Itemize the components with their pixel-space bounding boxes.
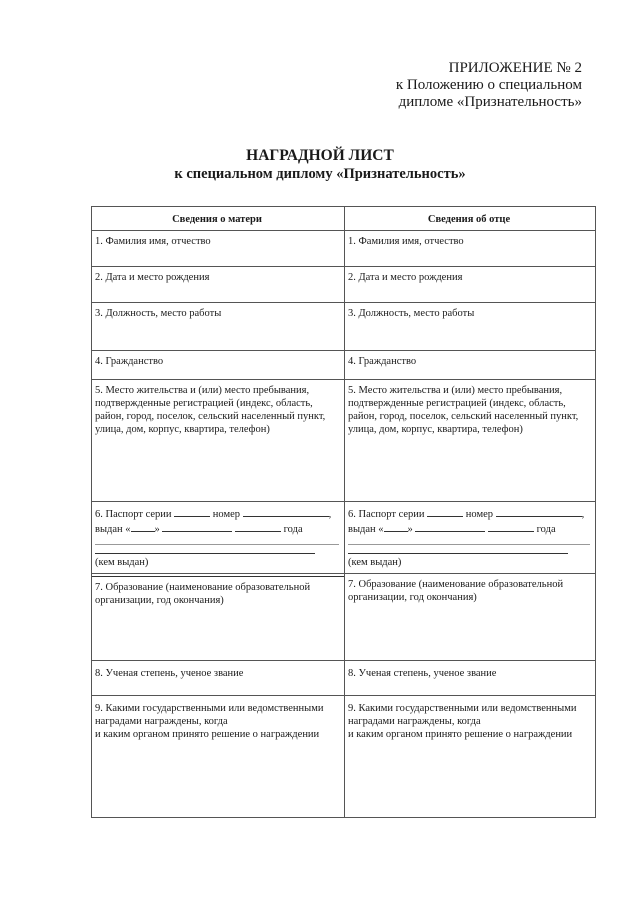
father-awards-field[interactable]: 9. Какими государственными или ведомственными наградами награждены, когда и каким органом принято решение о награждении [348, 703, 577, 740]
mother-degree-field[interactable]: 8. Ученая степень, ученое звание [95, 668, 244, 679]
table-row [92, 302, 595, 351]
father-job-field[interactable]: 3. Должность, место работы [348, 308, 475, 319]
father-issued-by-label: (кем выдан) [348, 557, 402, 568]
father-citizenship-field[interactable]: 4. Гражданство [348, 356, 417, 367]
table-row [92, 266, 595, 303]
mother-residence-field[interactable]: 5. Место жительства и (или) место пребывания, подтвержденные регистрацией (индекс, область, район, город, поселок, сельский населенный пункт, улица, дом, корпус, квартира, телефон) [95, 385, 326, 435]
mother-job-field[interactable]: 3. Должность, место работы [95, 308, 222, 319]
mother-passport-field[interactable]: 6. Паспорт серии номер , выдан « » года (кем выдан) [92, 502, 344, 574]
header-mother: Сведения о матери [172, 214, 262, 225]
appendix-number: ПРИЛОЖЕНИЕ № 2 [448, 60, 582, 76]
title-sub: к специальном диплому «Признательность» [174, 166, 466, 182]
table-row [92, 230, 595, 267]
award-form-table [91, 206, 596, 818]
father-residence-field[interactable]: 5. Место жительства и (или) место пребывания, подтвержденные регистрацией (индекс, область, район, город, поселок, сельский населенный пункт, улица, дом, корпус, квартира, телефон) [348, 385, 579, 435]
mother-awards-field[interactable]: 9. Какими государственными или ведомственными наградами награждены, когда и каким органом принято решение о награждении [95, 703, 324, 740]
father-passport-field[interactable]: 6. Паспорт серии номер , выдан « » года (кем выдан) [345, 502, 595, 574]
father-degree-field[interactable]: 8. Ученая степень, ученое звание [348, 668, 497, 679]
table-header-row [92, 207, 595, 230]
table-row [92, 660, 595, 696]
table-row [92, 379, 595, 502]
appendix-reference-cont: дипломе «Признательность» [398, 94, 582, 110]
father-education-field[interactable]: 7. Образование (наименование образовательной организации, год окончания) [348, 579, 564, 603]
father-birth-field[interactable]: 2. Дата и место рождения [348, 272, 463, 283]
mother-full-name-field[interactable]: 1. Фамилия имя, отчество [95, 236, 211, 247]
table-row [92, 350, 595, 380]
title-main: НАГРАДНОЙ ЛИСТ [246, 147, 394, 164]
mother-issued-by-label: (кем выдан) [95, 557, 149, 568]
appendix-block [396, 60, 582, 111]
mother-birth-field[interactable]: 2. Дата и место рождения [95, 272, 210, 283]
document-title [0, 147, 640, 183]
mother-education-field[interactable]: 7. Образование (наименование образовательной организации, год окончания) [92, 576, 344, 661]
mother-citizenship-field[interactable]: 4. Гражданство [95, 356, 164, 367]
table-row [92, 501, 595, 574]
table-row [92, 695, 595, 818]
table-row [92, 573, 595, 661]
header-father: Сведения об отце [427, 214, 511, 225]
appendix-reference: к Положению о специальном [395, 77, 582, 93]
father-full-name-field[interactable]: 1. Фамилия имя, отчество [348, 236, 464, 247]
